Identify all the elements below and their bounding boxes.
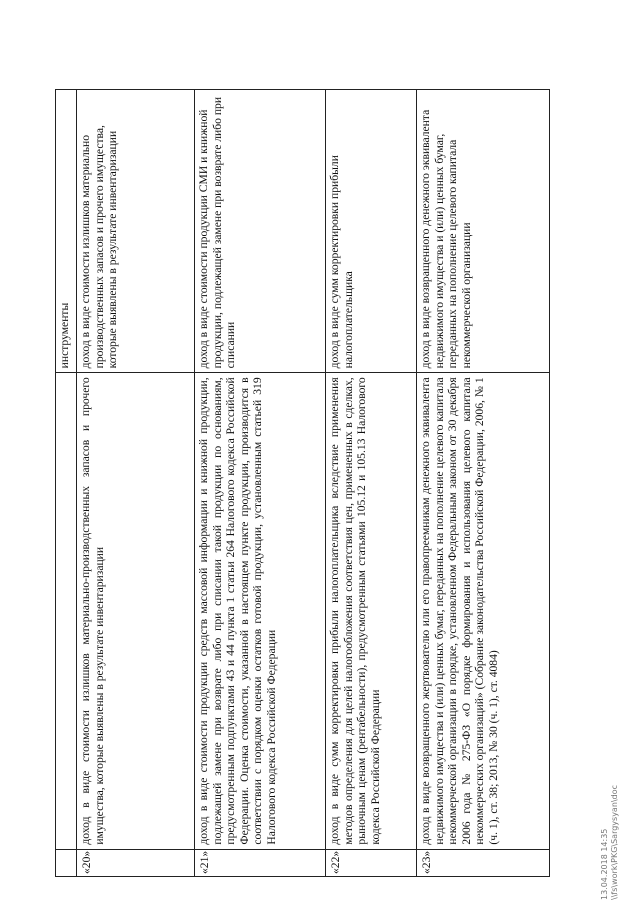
print-stamp-date: 13.04.2018 14:35 <box>600 828 609 900</box>
row-description: доход в виде сумм корректировки прибыли налогоплательщика вследствие применения методов определения для целей налогообложения соответствия цен, примененных в сделках, рыночным ценам (рентабельности), предусмотренным статьями 105.12 и 105.13 Налогового кодекса Российской Федерации <box>326 373 417 849</box>
header-desc-cell <box>56 373 77 849</box>
table-header-row <box>56 90 77 877</box>
row-description: доход в виде стоимости продукции средств массовой информации и книжной продукции, подлежащей замене при возврате либо при списании такой продукции по основаниям, предусмотренным подпунктами 43 и 44 пункта 1 статьи 264 Налогового кодекса Российской Федерации. Оценка стоимости, указанной в настоящем пункте продукции, производится в соответствии с порядком оценки остатков готовой продукции, установленным статьей 319 Налогового кодекса Российской Федерации <box>195 373 326 849</box>
row-note: доход в виде сумм корректировки прибыли налогоплательщика <box>326 90 417 373</box>
row-description: доход в виде стоимости излишков материально-производственных запасов и прочего имущества, которые выявлены в результате инвентаризации <box>77 373 195 849</box>
print-stamp-path: \\fs\work\PKG\Sargysyan\doc <box>610 785 619 900</box>
table-row <box>326 90 417 877</box>
row-number: «21» <box>195 849 326 876</box>
header-num-cell <box>56 849 77 876</box>
table-row <box>417 90 550 877</box>
row-note: доход в виде стоимости излишков материально производственных запасов и прочего имущества, которые выявлены в результате инвентаризации <box>77 90 195 373</box>
row-number: «22» <box>326 849 417 876</box>
row-description: доход в виде возвращенного жертвователю или его правопреемникам денежного эквивалента недвижимого имущества и (или) ценных бумаг, переданных на пополнение целевого капитала некоммерческой организации в порядке, установленном Федеральным законом от 30 декабря 2006 года № 275-ФЗ «О порядке формирования и использования целевого капитала некоммерческих организаций» (Собрание законодательства Российской Федерации, 2006, № 1 (ч. 1), ст. 38; 2013, № 30 (ч. 1), ст. 4084) <box>417 373 550 849</box>
document-page <box>55 89 555 877</box>
income-table <box>55 89 550 877</box>
print-stamp <box>600 785 620 900</box>
row-note: доход в виде возвращенного денежного эквивалента недвижимого имущества и (или) ценных бумаг, переданных на пополнение целевого капитала некоммерческой организации <box>417 90 550 373</box>
table-row <box>77 90 195 877</box>
row-note: доход в виде стоимости продукции СМИ и книжной продукции, подлежащей замене при возврате либо при списании <box>195 90 326 373</box>
row-number: «20» <box>77 849 195 876</box>
header-note-cell: инструменты <box>56 90 77 373</box>
row-number: «23» <box>417 849 550 876</box>
table-row <box>195 90 326 877</box>
